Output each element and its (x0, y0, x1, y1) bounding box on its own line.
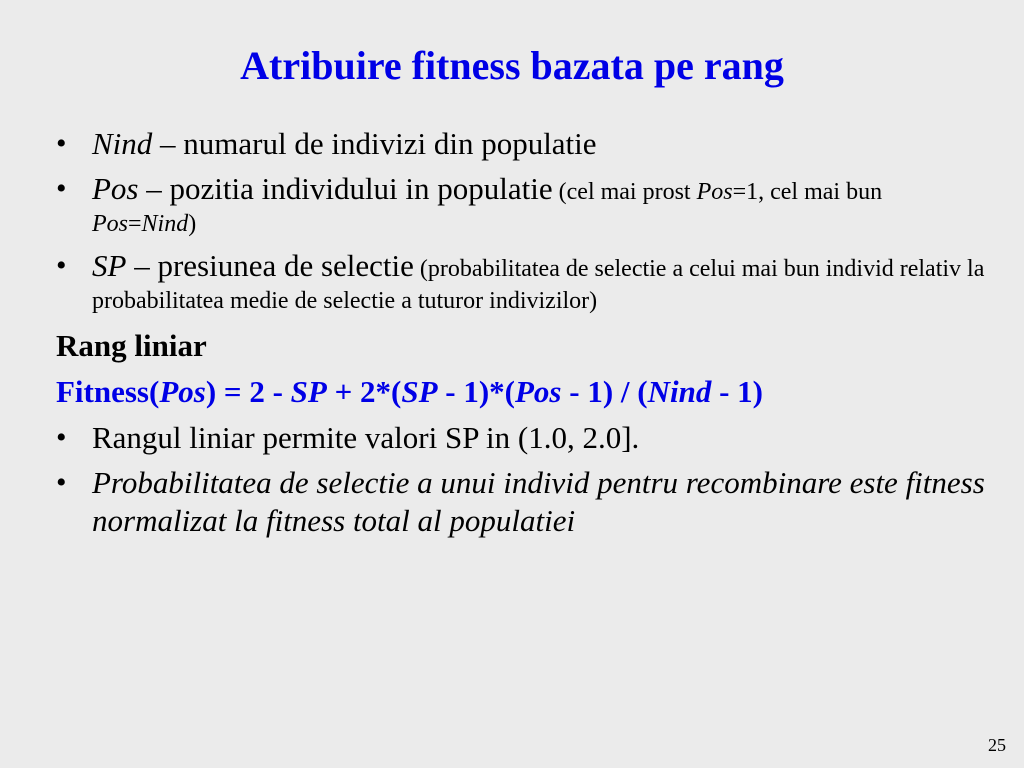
range-text: Rangul liniar permite valori SP in (1.0, 2.0]. (92, 420, 640, 455)
bullet-dot: • (56, 249, 67, 282)
definition-text: presiunea de selectie (157, 248, 414, 283)
term-nind: Nind (92, 126, 153, 161)
bullet-probability (56, 464, 986, 540)
bullet-dot: • (56, 172, 67, 205)
definition-text: pozitia individului in populatie (169, 171, 553, 206)
slide-content (56, 125, 986, 547)
dash: – (138, 171, 170, 206)
term-sp: SP (92, 248, 127, 283)
page-number: 25 (988, 735, 1006, 755)
section-heading: Rang liniar (56, 328, 207, 363)
bullet-sp (56, 247, 986, 317)
definition-text: numarul de indivizi din populatie (183, 126, 597, 161)
probability-text: Probabilitatea de selectie a unui individ pentru recombinare este fitness normalizat la fitness total al populatiei (92, 465, 985, 538)
bullet-range (56, 419, 986, 457)
definition-note: (probabilitatea de selectie a celui mai bun individ relativ la probabilitatea medie de selectie a tuturor indivizilor) (92, 256, 985, 314)
term-pos: Pos (92, 171, 139, 206)
slide-title: Atribuire fitness bazata pe rang (240, 43, 784, 88)
fitness-formula: Fitness(Pos) = 2 - SP + 2*(SP - 1)*(Pos - 1) / (Nind - 1) (56, 374, 763, 409)
definition-note: (cel mai prost Pos=1, cel mai bun Pos=Nind) (92, 179, 883, 237)
notes-list (56, 419, 986, 540)
bullet-dot: • (56, 421, 67, 454)
bullet-dot: • (56, 127, 67, 160)
dash: – (152, 126, 184, 161)
definitions-list (56, 125, 986, 317)
bullet-pos (56, 170, 986, 240)
bullet-nind (56, 125, 986, 163)
dash: – (126, 248, 158, 283)
bullet-dot: • (56, 466, 67, 499)
